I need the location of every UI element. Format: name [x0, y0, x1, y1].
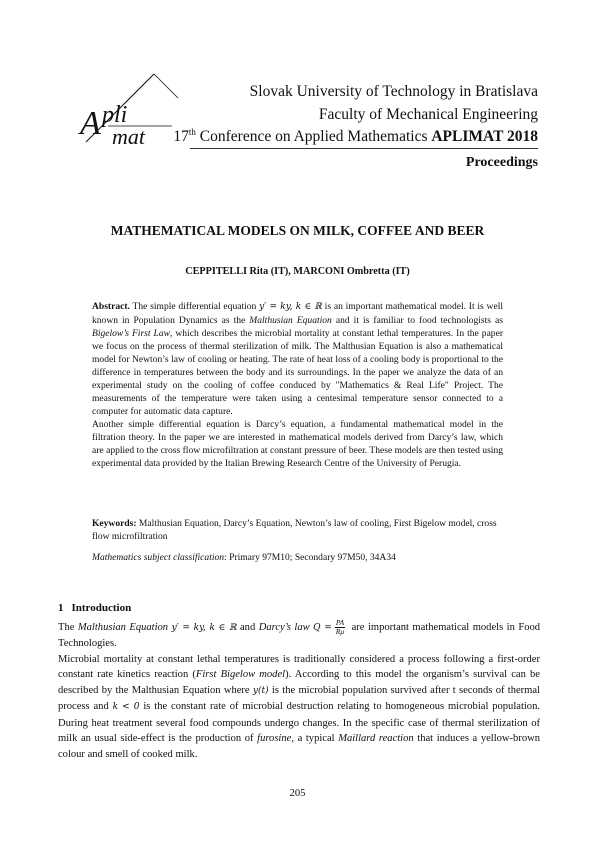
intro-text: are important mathematical models in Food Technologies.	[58, 621, 541, 650]
keywords	[92, 517, 503, 543]
intro-text: , a typical	[291, 733, 339, 745]
intro-equation: y′ = ky, k ∈ ℝ	[171, 622, 237, 633]
abstract-equation: y′ = ky, k ∈ ℝ	[259, 302, 322, 312]
keywords-label: Keywords:	[92, 518, 137, 529]
intro-text: ). According to this model the organism’s survival can be described by the Malthusian Equation where	[58, 669, 540, 696]
aplimat-logo	[78, 72, 182, 146]
intro-text: and	[236, 621, 259, 633]
abstract-paragraph-1	[92, 300, 503, 418]
svg-text:A: A	[80, 105, 101, 142]
keywords-text: Malthusian Equation, Darcy’s Equation, Newton’s law of cooling, First Bigelow model, cross flow microfiltration	[92, 518, 497, 542]
university-name: Slovak University of Technology in Bratislava	[249, 83, 538, 100]
aplimat-logo-graphic	[78, 72, 182, 146]
paper-title: MATHEMATICAL MODELS ON MILK, COFFEE AND BEER	[110, 223, 485, 238]
abstract-text: , which describes the microbial mortality at constant lethal temperatures. In the paper we focus on the process of thermal sterilization of milk. The Malthusian Equation is also a mathematical model for Newton’s law of cooling or heating. The rate of heat loss of a cooling body is proportional to the difference in temperatures between the body and its surroundings. In the paper we analyze the data of an experimental study on the cooling of coffee conduced by "Mathematics & Real Life" Project. The measurements of the temperature were taken using a centesimal temperature sensor connected to a computer for automatic data capture.	[92, 328, 504, 417]
intro-equation: k < 0	[112, 702, 140, 713]
faculty-name: Faculty of Mechanical Engineering	[318, 106, 538, 123]
section-title: Introduction	[71, 602, 132, 614]
msc-label: Mathematics subject classification	[92, 552, 225, 563]
intro-text: that induces a yellow-brown colour and smell of cooked milk.	[58, 733, 540, 760]
page-number: 205	[289, 788, 306, 799]
intro-text: The	[58, 621, 78, 633]
intro-emphasis: furosine	[257, 733, 292, 745]
abstract-text: and it is familiar to food technologists as	[331, 315, 503, 326]
conference-line	[173, 128, 538, 145]
intro-fraction	[335, 619, 345, 636]
intro-paragraph-2	[58, 652, 540, 763]
intro-emphasis: Malthusian Equation	[77, 621, 169, 633]
intro-equation-lhs: Q =	[313, 622, 332, 633]
conference-text: Conference on Applied Mathematics	[195, 128, 432, 145]
conference-ordinal: 17	[173, 128, 189, 145]
introduction-body	[58, 619, 540, 762]
intro-emphasis: Darcy’s law	[258, 621, 310, 633]
svg-text:mat: mat	[112, 124, 145, 146]
section-heading	[58, 602, 131, 614]
fraction-denominator: Rμ	[335, 627, 345, 636]
intro-text: is the constant rate of microbial destruction relating to homogeneous microbial population. During heat treatment several food compounds undergo changes. In the specific case of thermal sterilization of milk an usual side-effect is the production of	[58, 701, 540, 745]
abstract-text: The simple differential equation	[129, 301, 260, 312]
header-divider	[190, 148, 538, 149]
msc-text: : Primary 97M10; Secondary 97M50, 34A34	[224, 552, 396, 563]
intro-text: is the microbial population survived after t seconds of thermal process and	[58, 684, 540, 713]
subject-classification	[92, 551, 503, 564]
abstract-emphasis: Malthusian Equation	[249, 315, 332, 326]
section-number: 1	[58, 602, 64, 614]
conference-name: APLIMAT 2018	[431, 128, 538, 145]
intro-text: Microbial mortality at constant lethal temperatures is traditionally considered a process following a first-order constant rate kinetics reaction (	[58, 653, 540, 681]
abstract-text: is an important mathematical model. It is well known in Population Dynamics as the	[92, 301, 503, 326]
conference-ordinal-suffix: th	[188, 127, 196, 137]
abstract-paragraph-2: Another simple differential equation is Darcy’s equation, a fundamental mathematical model in the filtration theory. In the paper we are interested in mathematical models derived from Darcy’s law, which are applied to the cross flow microfiltration at constant pressure of beer. These models are then tested using experimental data provided by the Italian Brewing Research Centre of the University of Perugia.	[92, 419, 503, 469]
intro-equation: y(t)	[252, 685, 269, 696]
intro-paragraph-1	[58, 619, 540, 652]
abstract-emphasis: Bigelow’s First Law	[92, 328, 170, 339]
paper-authors: CEPPITELLI Rita (IT), MARCONI Ombretta (IT)	[185, 266, 410, 277]
intro-emphasis: First Bigelow model	[195, 669, 286, 681]
intro-emphasis: Maillard reaction	[338, 733, 414, 745]
svg-text:pli: pli	[102, 102, 128, 128]
proceedings-label: Proceedings	[465, 155, 538, 170]
abstract	[92, 300, 503, 470]
fraction-numerator: PA	[335, 618, 345, 627]
abstract-label: Abstract.	[92, 301, 130, 312]
